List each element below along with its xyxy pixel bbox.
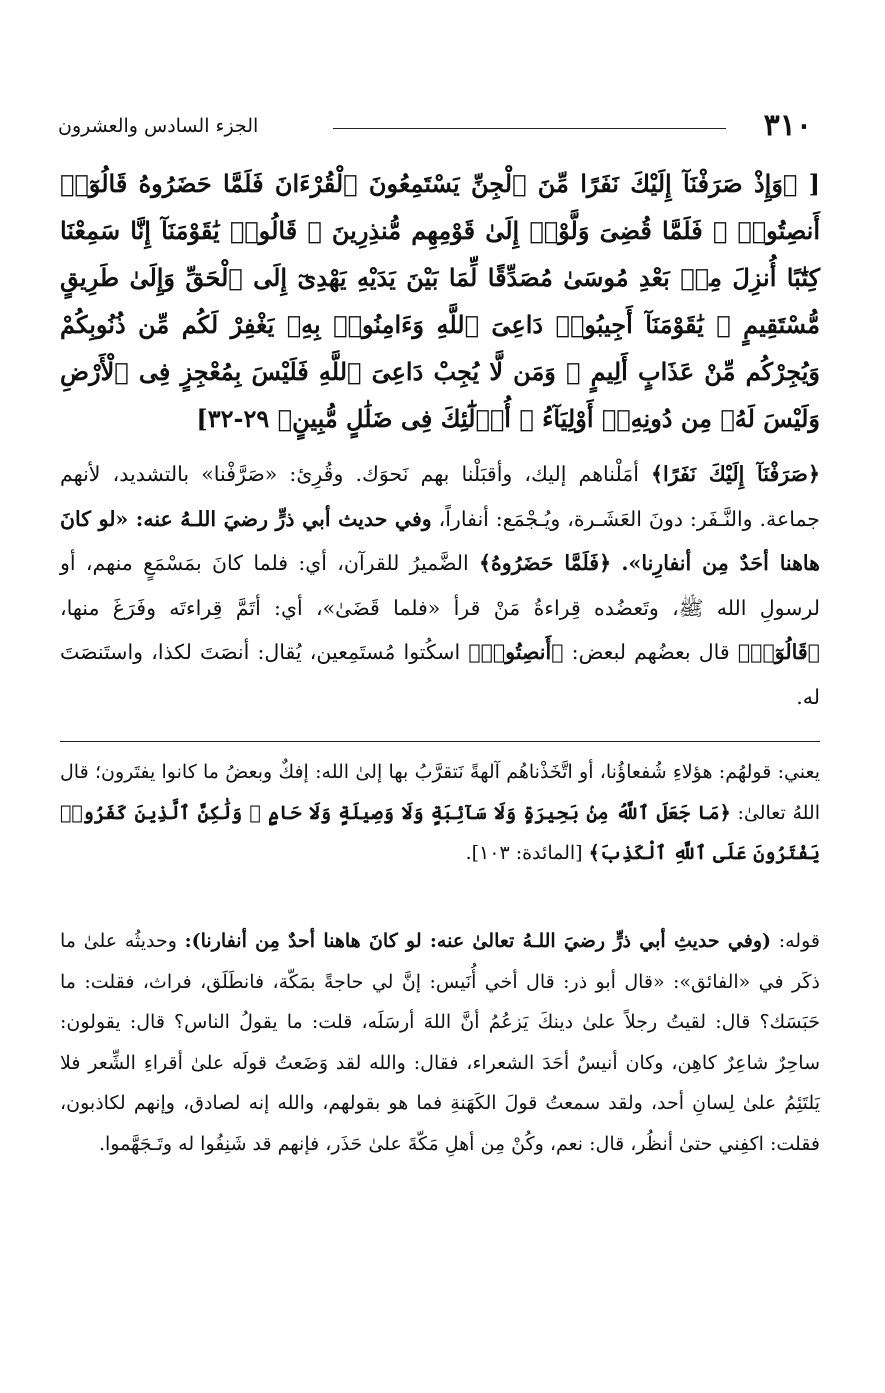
- quran-verse-block: [60, 160, 820, 442]
- footnote-2-text: وحديثُه علىٰ ما ذكَر في «الفائق»: «قال أبو ذر: قال أخي أُنَيس: إنَّ لي حاجةً بمَكّة، فانطَلَق، فراث، فقلت: ما حَبَسَك؟ قال: لقيتُ رجلاً علىٰ دينكَ يَزعُمُ أنَّ اللهَ أرسَلَه، قلت: ما يقولُ الناس؟ قال: يقولون: ساحِرٌ شاعِرٌ كاهِن، وكان أنيسٌ أحَدَ الشعراء، فقال: والله لقد وَضَعتُ قولَه علىٰ أقراءِ الشِّعر فلا يَلتَئِمُ علىٰ لِسانِ أحد، ولقد سمعتُ قولَ الكَهَنةِ فما هو بقولهم، والله إنه لصادق، وإنهم لكاذبون، فقلت: اكفِني حتىٰ أنظُر، قال: نعم، وكُنْ مِن أهلِ مَكّةَ علىٰ حَذَر، فإنهم قد شَنِفُوا له وتَـجَهَّموا.: [60, 930, 820, 1155]
- quote-sarafna: ﴿صَرَفْنَآ إِلَيْكَ نَفَرًا﴾: [651, 462, 820, 486]
- verse-bracket-open: [: [808, 169, 820, 198]
- footnote-2-paragraph: [60, 921, 820, 1164]
- footnote-2-lead: قوله:: [778, 930, 820, 952]
- part-title: الجزء السادس والعشرون: [58, 115, 259, 137]
- header-rule: [333, 128, 726, 129]
- commentary-text-3: قال بعضُهم لبعض:: [571, 640, 730, 664]
- verse-bracket-close: ]: [196, 404, 208, 433]
- quote-hadaruhu: ﴿فَلَمَّا حَضَرُوهُ﴾: [479, 551, 612, 575]
- verse-ornament-open: ﴿: [782, 169, 798, 198]
- footnote-1-paragraph: [60, 752, 820, 874]
- footnote-divider: [60, 741, 820, 742]
- commentary-text-2: الضَّميرُ للقرآن، أي: فلما كانَ بمَسْمَعٍ منهم، أو لرسولِ الله ﷺ، وتَعضُده قِراءةُ مَنْ قرأ «فلما قَضَىٰ»، أي: أتَمَّ قِراءتَه وفَرَغَ منها،: [60, 551, 820, 620]
- page-number: ٣١٠: [763, 108, 812, 143]
- footnote-2-bold: (وفي حديثِ أبي ذرٍّ رضيَ اللـهُ تعالىٰ عنه: لو كانَ هاهنا أحدٌ مِن أنفارنا):: [184, 930, 771, 952]
- verse-text: وَإِذْ صَرَفْنَآ إِلَيْكَ نَفَرًا مِّنَ ٱلْجِنِّ يَسْتَمِعُونَ ٱلْقُرْءَانَ فَلَمَّا حَضَرُوهُ قَالُوٓا۟ أَنصِتُوا۟ ۖ فَلَمَّا قُضِىَ وَلَّوْا۟ إِلَىٰ قَوْمِهِم مُّنذِرِينَ ۞ قَالُوا۟ يَٰقَوْمَنَآ إِنَّا سَمِعْنَا كِتَٰبًا أُنزِلَ مِنۢ بَعْدِ مُوسَىٰ مُصَدِّقًا لِّمَا بَيْنَ يَدَيْهِ يَهْدِىٓ إِلَى ٱلْحَقِّ وَإِلَىٰ طَرِيقٍ مُّسْتَقِيمٍ ۞ يَٰقَوْمَنَآ أَجِيبُوا۟ دَاعِىَ ٱللَّهِ وَءَامِنُوا۟ بِهِۦ يَغْفِرْ لَكُم مِّن ذُنُوبِكُمْ وَيُجِرْكُم مِّنْ عَذَابٍ أَلِيمٍ ۞ وَمَن لَّا يُجِبْ دَاعِىَ ٱللَّهِ فَلَيْسَ بِمُعْجِزٍ فِى ٱلْأَرْضِ وَلَيْسَ لَهُۥ مِن دُونِهِۦٓ أَوْلِيَآءُ ۚ أُو۟لَٰٓئِكَ فِى ضَلَٰلٍ مُّبِينٍ: [60, 169, 821, 433]
- commentary-paragraph: [60, 452, 820, 719]
- verse-ornament-close: ﴾: [277, 404, 293, 433]
- quote-qalu: ﴿قَالُوٓا۟﴾: [737, 640, 820, 664]
- footnote-1-text: يعني: قولهُم: هؤلاءِ شُفعاؤُنا، أو اتَّخَذْناهُم آلهةً نَتقرَّبُ بها إلىٰ الله: إفكٌ وبعضُ ما كانوا يفتَرون؛ قال اللهُ تعالىٰ:: [60, 761, 821, 824]
- footnote-1: [60, 752, 820, 874]
- quote-ansitu: ﴿أَنصِتُوا۟﴾: [468, 640, 564, 664]
- commentary-text-4: اسكُتوا مُستَمِعين، يُقال: أنصَتَ لكذا، واستَنصَتَ له.: [60, 640, 820, 709]
- commentary-block: [60, 452, 820, 719]
- verse-paragraph: [60, 160, 820, 442]
- footnote-1-reference: [المائدة: ١٠٣].: [465, 842, 583, 864]
- verse-reference: ٢٩-٣٢: [207, 404, 270, 433]
- page-header: [58, 106, 812, 146]
- footnote-1-quote: ﴿مَا جَعَلَ ٱللَّهُ مِنۢ بَحِيرَةٍ وَلَا سَآئِبَةٍ وَلَا وَصِيلَةٍ وَلَا حَامٍ ۙ وَلَٰكِنَّ ٱلَّذِينَ كَفَرُوا۟ يَفْتَرُونَ عَلَى ٱللَّهِ ٱلْكَذِبَ﴾: [60, 801, 820, 864]
- footnote-2: [60, 921, 820, 1164]
- commentary-hadith: وفي حديث أبي ذرٍّ رضيَ اللـهُ عنه: «لو كانَ هاهنا أحَدٌ مِن أنفارِنا».: [60, 506, 820, 575]
- commentary-text-1: أمَلْناهم إليك، وأقبَلْنا بهم نَحوَك. وقُرِئ: «صَرَّفْنا» بالتشديد، لأنهم جماعة. والنَّـفَر: دونَ العَشَـرة، ويُـجْمَع: أنفاراً،: [60, 462, 820, 531]
